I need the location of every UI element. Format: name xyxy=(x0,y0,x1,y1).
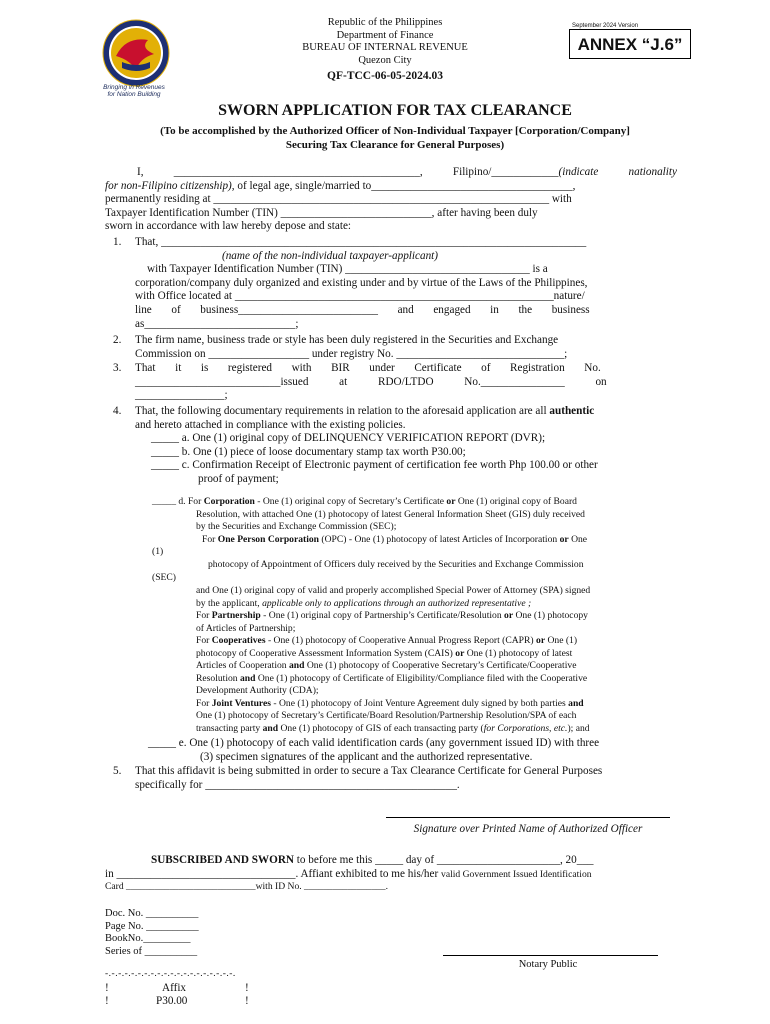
req-b: _____ b. One (1) piece of loose documentary stamp tax worth P30.00; xyxy=(151,445,466,458)
annex-label: ANNEX “J.6” xyxy=(569,29,691,59)
req-d-coop-l4-and: and xyxy=(239,672,256,684)
stamp-bang-left-2: ! xyxy=(105,995,109,1007)
req-d-coop-l3-and: and xyxy=(288,660,305,671)
header-line-department: Department of Finance xyxy=(336,29,434,41)
series-of: Series of __________ xyxy=(105,945,198,957)
req-d-part-for: For xyxy=(196,610,212,621)
item-1 xyxy=(135,236,677,331)
req-e xyxy=(148,737,683,764)
logo-tagline-line2: for Nation Building xyxy=(107,91,161,98)
req-d-coop-text2: One (1) xyxy=(545,635,578,646)
intro-line1-text: I, ____________________________________________, Filipino/____________ xyxy=(137,166,559,178)
req-d-coop-l3-text2: One (1) photocopy of Cooperative Secretary’s Certificate/Cooperative xyxy=(304,660,577,671)
req-d-jv-for: For xyxy=(196,697,212,709)
form-version: September 2024 Version xyxy=(572,23,639,29)
req-d-coop-line4 xyxy=(196,673,682,686)
req-d-part-line2: of Articles of Partnership; xyxy=(196,622,296,634)
item-3 xyxy=(135,362,677,403)
item1-line1: That, ____________________________________________________________________________ xyxy=(135,236,587,248)
req-d-opc-number: (1) xyxy=(152,546,164,557)
req-d-jv-l3-end: ); and xyxy=(567,722,590,734)
req-d-opc-text: (OPC) - One (1) photocopy of latest Articles of Incorporation xyxy=(319,533,560,545)
req-d-spa-line1: and One (1) original copy of valid and properly accomplished Special Power of Attorney (SPA) signed xyxy=(196,585,591,596)
item2-line2: Commission on __________________ under registry No. ______________________________; xyxy=(135,347,568,360)
notarial-details xyxy=(105,908,199,958)
subtitle-line2: Securing Tax Clearance for General Purposes) xyxy=(285,138,505,151)
intro-citizenship-note: for non-Filipino citizenship), xyxy=(105,179,235,192)
logo-tagline xyxy=(84,84,184,98)
intro-line5: sworn in accordance with law hereby depose and state: xyxy=(105,220,352,233)
req-d-opc-or: or xyxy=(559,533,569,545)
item1-line2: with Taxpayer Identification Number (TIN) _________________________________ is a xyxy=(147,263,548,276)
req-d-spa-line2 xyxy=(196,598,682,611)
item1-line5: line of business_________________________ and engaged in the business xyxy=(135,303,590,316)
req-d-coop-l4-text2: One (1) photocopy of Certificate of Eligibility/Compliance filed with the Cooperative xyxy=(255,672,588,684)
req-d-spa-note: applicable only to applications through an authorized representative ; xyxy=(262,597,532,609)
req-d-opc xyxy=(152,534,682,547)
req-d-corp-text: - One (1) original copy of Secretary’s Certificate xyxy=(254,496,447,507)
req-d-or: or xyxy=(446,496,456,507)
req-d-coop-l3-text: Articles of Cooperation xyxy=(196,660,289,671)
jurat-line2 xyxy=(105,868,677,882)
item5-line1: That this affidavit is being submitted in order to secure a Tax Clearance Certificate for General Purposes xyxy=(135,765,603,777)
intro-line2 xyxy=(105,180,677,194)
req-a: _____ a. One (1) original copy of DELINQUENCY VERIFICATION REPORT (DVR); xyxy=(151,432,546,445)
item3-line2: __________________________issued at RDO/LTDO No._______________ on xyxy=(135,375,607,388)
req-d-opc-label: One Person Corporation xyxy=(217,533,319,545)
req-d-prefix: _____ d. For xyxy=(152,496,204,507)
item3-line3: ________________; xyxy=(135,389,228,402)
req-d-jv-line2: One (1) photocopy of Secretary’s Certificate/Board Resolution/Partnership Resolution/SPA of each xyxy=(196,710,577,721)
req-d-jv-l3-text: transacting party xyxy=(196,722,263,734)
item4-line1-text: That, the following documentary requirements in relation to the aforesaid application are all xyxy=(135,405,550,417)
req-d-coop-line5: Development Authority (CDA); xyxy=(196,685,319,696)
item1-line4: with Office located at _________________________________________________________nature/ xyxy=(135,290,585,303)
agency-header xyxy=(250,17,520,67)
intro-line2-text: of legal age, single/married to____________________________________, xyxy=(234,179,576,192)
item-4 xyxy=(135,405,680,487)
item-number-1: 1. xyxy=(113,236,122,248)
book-no: BookNo._________ xyxy=(105,933,191,944)
subtitle-line1: (To be accomplished by the Authorized Officer of Non-Individual Taxpayer [Corporation/Company] xyxy=(160,125,630,137)
stamp-bang-right-1: ! xyxy=(245,982,249,994)
stamp-affix: Affix xyxy=(162,982,187,994)
jurat xyxy=(105,854,677,894)
req-d-coop-l2-text: photocopy of Cooperative Assessment Information System (CAIS) xyxy=(196,647,456,659)
req-d-partnership xyxy=(196,610,682,623)
req-d-coop-l2-or: or xyxy=(455,647,465,659)
req-e-line2: (3) specimen signatures of the applicant and the authorized representative. xyxy=(200,750,533,763)
item1-line6: as___________________________; xyxy=(135,317,299,330)
req-c-line2: proof of payment; xyxy=(198,472,279,485)
item1-name-note: (name of the non-individual taxpayer-applicant) xyxy=(221,249,438,262)
req-d-coop-l4-text: Resolution xyxy=(196,672,240,684)
notary-signature-line xyxy=(443,955,658,956)
req-d-continued xyxy=(196,585,682,735)
item3-line1: That it is registered with BIR under Certificate of Registration No. xyxy=(135,362,601,374)
req-d-coop-label: Cooperatives xyxy=(211,635,266,646)
form-number: QF-TCC-06-05-2024.03 xyxy=(327,70,443,82)
item-number-3: 3. xyxy=(113,362,122,374)
intro-line4: Taxpayer Identification Number (TIN) ___________________________, after having been duly xyxy=(105,206,538,219)
req-d-spa-text: by the applicant, xyxy=(196,597,263,609)
item4-authentic: authentic xyxy=(549,405,595,417)
intro-line3: permanently residing at ____________________________________________________________ with xyxy=(105,193,572,206)
stamp-border-top: -.-.-.-.-.-.-.-.-.-.-.-.-.-.-.-.-.-.-.-. xyxy=(105,969,236,979)
req-d-coop xyxy=(196,635,682,648)
doc-no: Doc. No. __________ xyxy=(105,908,199,919)
req-d-jv-l3-and: and xyxy=(262,722,279,734)
req-d-part-or: or xyxy=(504,610,514,621)
item1-line3: corporation/company duly organized and existing under and by virtue of the Laws of the Philippines, xyxy=(135,276,588,289)
req-c-line1: _____ c. Confirmation Receipt of Electronic payment of certification fee worth Php 100.00 or other xyxy=(151,459,598,472)
jurat-line2-text: in ________________________________. Affiant exhibited to me his/her xyxy=(105,867,442,880)
req-d-jv-text: - One (1) photocopy of Joint Venture Agreement duly signed by both parties xyxy=(271,697,569,709)
item-2 xyxy=(135,334,677,361)
item-5 xyxy=(135,765,680,792)
item4-line1 xyxy=(135,405,680,419)
req-d-jv-line3 xyxy=(196,723,682,736)
req-d-jv-and: and xyxy=(568,697,584,709)
req-d-line3: by the Securities and Exchange Commission (SEC); xyxy=(196,521,397,532)
item4-line2: and hereto attached in compliance with the existing policies. xyxy=(135,418,406,431)
page-no: Page No. __________ xyxy=(105,920,199,932)
req-d-coop-for: For xyxy=(196,635,212,646)
req-d-coop-text: - One (1) photocopy of Cooperative Annual Progress Report (CAPR) xyxy=(265,635,537,646)
intro-line1 xyxy=(105,166,677,180)
req-d-corp-label: Corporation xyxy=(203,496,255,507)
jurat-line1-text: to before me this _____ day of ______________________, 20___ xyxy=(293,854,594,866)
intro-nationality-note: (indicate nationality xyxy=(558,166,677,178)
req-d-coop-l2-text2: One (1) photocopy of latest xyxy=(464,647,573,659)
header-line-republic: Republic of the Philippines xyxy=(327,17,443,28)
header-line-city: Quezon City xyxy=(358,54,412,66)
item-number-4: 4. xyxy=(113,405,122,417)
req-d-opc-one: One xyxy=(571,533,588,545)
stamp-value: P30.00 xyxy=(156,995,188,1007)
jurat-line3: Card ___________________________with ID No. _________________. xyxy=(105,881,389,893)
intro-paragraph xyxy=(105,166,677,234)
item5-line2: specifically for _____________________________________________. xyxy=(135,778,460,791)
document-title: SWORN APPLICATION FOR TAX CLEARANCE xyxy=(218,102,572,119)
header-line-bureau: BUREAU OF INTERNAL REVENUE xyxy=(302,42,468,53)
jurat-line1 xyxy=(105,854,677,868)
document-subtitle xyxy=(105,125,685,152)
req-d-coop-line2 xyxy=(196,648,682,661)
req-d-corp-text2: One (1) original copy of Board xyxy=(455,496,577,507)
item-number-2: 2. xyxy=(113,334,122,346)
req-d-jv-l3-text2: One (1) photocopy of GIS of each transacting party ( xyxy=(278,722,484,734)
signature-line xyxy=(386,817,670,818)
req-d-opc-sec: (SEC) xyxy=(152,572,176,583)
req-d-corporation xyxy=(152,496,682,509)
req-d xyxy=(152,496,682,546)
req-d-line2: Resolution, with attached One (1) photocopy of latest General Information Sheet (GIS) duly received xyxy=(196,508,585,520)
stamp-bang-right-2: ! xyxy=(245,995,249,1007)
req-d-jv-label: Joint Ventures xyxy=(211,697,271,709)
jurat-valid-id: valid Government Issued Identification xyxy=(441,868,592,880)
item2-line1: The firm name, business trade or style has been duly registered in the Securities and Exchange xyxy=(135,334,559,346)
req-d-part-label: Partnership xyxy=(211,610,261,621)
req-d-opc-line2: photocopy of Appointment of Officers duly received by the Securities and Exchange Commission xyxy=(208,559,584,570)
req-d-jv-l3-note: for Corporations, etc. xyxy=(483,722,568,734)
signature-label: Signature over Printed Name of Authorized Officer xyxy=(413,823,643,835)
req-d-opc-for: For xyxy=(202,533,218,545)
req-d-coop-line3 xyxy=(196,660,682,673)
stamp-bang-left-1: ! xyxy=(105,982,109,994)
notary-public-label: Notary Public xyxy=(518,959,578,970)
logo-tagline-line1: Bringing in Revenues xyxy=(103,84,165,91)
req-d-jv xyxy=(196,698,682,711)
req-e-line1: _____ e. One (1) photocopy of each valid identification cards (any government issued ID) with three xyxy=(148,737,600,749)
item-number-5: 5. xyxy=(113,765,122,777)
req-d-part-text: - One (1) original copy of Partnership’s Certificate/Resolution xyxy=(260,610,505,621)
req-d-coop-or: or xyxy=(536,635,546,646)
jurat-subscribed: SUBSCRIBED AND SWORN xyxy=(151,854,294,866)
req-d-part-text2: One (1) photocopy xyxy=(513,610,588,621)
